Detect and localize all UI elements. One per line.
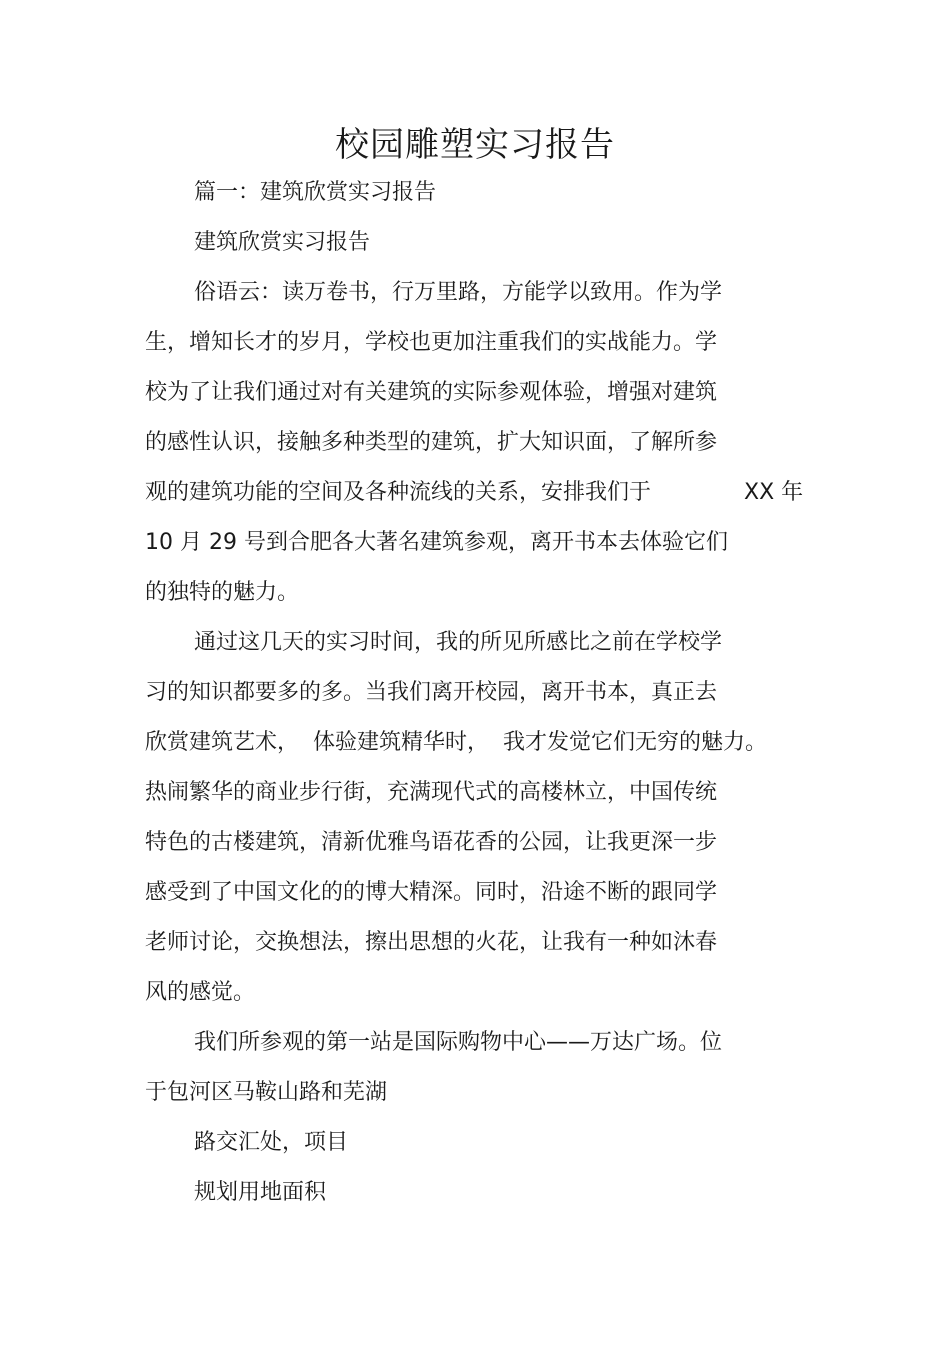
paragraph-line: 感受到了中国文化的的博大精深。同时，沿途不断的跟同学 [145, 880, 718, 905]
paragraph-line: 特色的古楼建筑，清新优雅鸟语花香的公园，让我更深一步 [145, 830, 718, 855]
paragraph-line: 欣赏建筑艺术， 体验建筑精华时， 我才发觉它们无穷的魅力。 [145, 730, 767, 755]
paragraph-line: 观的建筑功能的空间及各种流线的关系，安排我们于 [145, 480, 652, 505]
paragraph-line: 生，增知长才的岁月，学校也更加注重我们的实战能力。学 [145, 330, 718, 355]
report-subtitle: 建筑欣赏实习报告 [194, 230, 371, 255]
paragraph-line: 习的知识都要多的多。当我们离开校园，离开书本，真正去 [145, 680, 718, 705]
paragraph-line: 通过这几天的实习时间，我的所见所感比之前在学校学 [194, 630, 723, 655]
paragraph-line: 规划用地面积 [194, 1180, 327, 1205]
paragraph-line-tail: XX 年 [744, 480, 804, 505]
paragraph-line: 老师讨论，交换想法，擦出思想的火花，让我有一种如沐春 [145, 930, 718, 955]
paragraph-line: 的独特的魅力。 [145, 580, 300, 605]
paragraph-line: 10 月 29 号到合肥各大著名建筑参观，离开书本去体验它们 [145, 530, 728, 555]
paragraph-line: 校为了让我们通过对有关建筑的实际参观体验，增强对建筑 [145, 380, 718, 405]
paragraph-line: 我们所参观的第一站是国际购物中心——万达广场。位 [194, 1030, 723, 1055]
paragraph-line: 的感性认识，接触多种类型的建筑，扩大知识面，了解所参 [145, 430, 718, 455]
paragraph-line: 热闹繁华的商业步行街，充满现代式的高楼林立，中国传统 [145, 780, 718, 805]
paragraph-line: 俗语云：读万卷书，行万里路，方能学以致用。作为学 [194, 280, 723, 305]
paragraph-line: 路交汇处，项目 [194, 1130, 349, 1155]
paragraph-line: 风的感觉。 [145, 980, 256, 1005]
section-heading: 篇一：建筑欣赏实习报告 [194, 180, 437, 205]
paragraph-line: 于包河区马鞍山路和芜湖 [145, 1080, 388, 1105]
document-title: 校园雕塑实习报告 [335, 125, 615, 165]
